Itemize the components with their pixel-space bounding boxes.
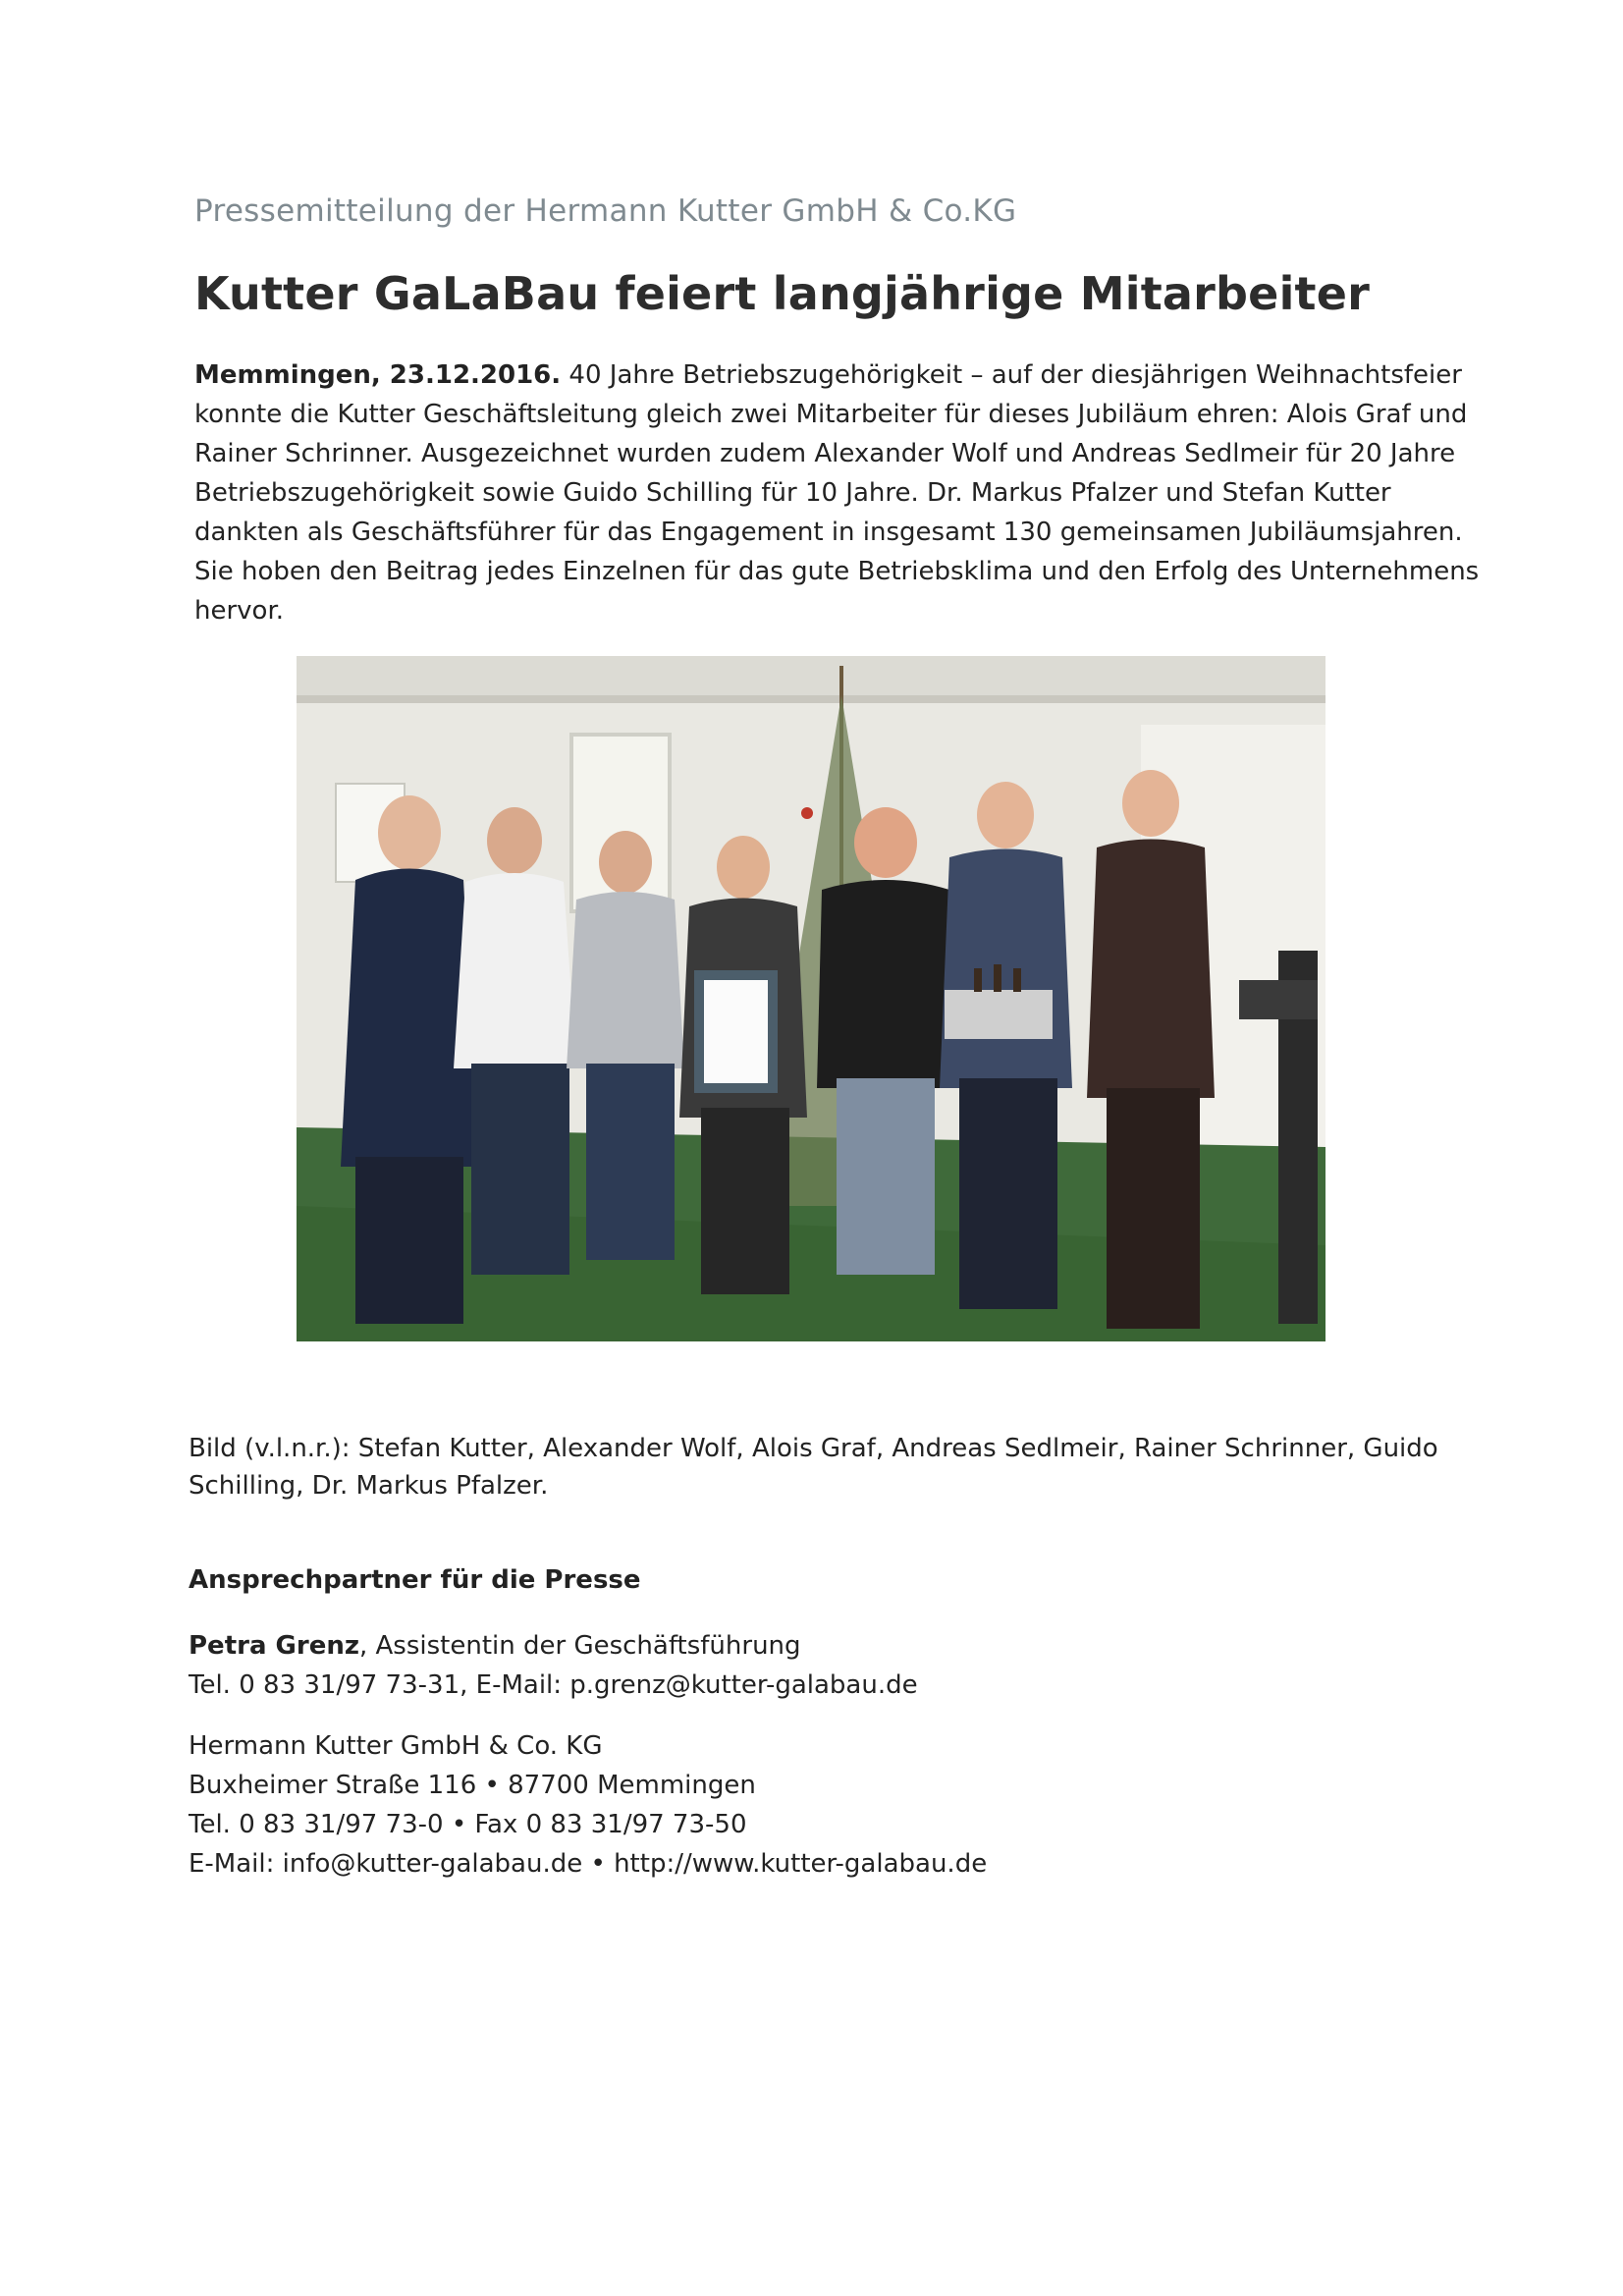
lead-line-3: Rainer Schrinner. Ausgezeichnet wurden zudem Alexander Wolf und Andreas Sedlmeir für 20 Jahre [194,439,1456,468]
photo-caption [189,1430,1465,1504]
lead-line-6: Sie hoben den Beitrag jedes Einzelnen für das gute Betriebsklima und den Erfolg des Unternehmens [194,557,1480,586]
press-contact [189,1626,918,1705]
photo-ceiling-edge [297,695,1325,703]
group-photo [297,656,1325,1341]
caption-line-2: Schilling, Dr. Markus Pfalzer. [189,1471,549,1501]
page-title: Kutter GaLaBau feiert langjährige Mitarbeiter [194,267,1371,320]
contact-name-line [189,1626,918,1666]
caption-line-1: Bild (v.l.n.r.): Stefan Kutter, Alexander Wolf, Alois Graf, Andreas Sedlmeir, Rainer Schrinner, Guido [189,1434,1438,1463]
contact-name: Petra Grenz [189,1631,359,1661]
lead-line-7: hervor. [194,596,285,626]
company-phone-fax: Tel. 0 83 31/97 73-0 • Fax 0 83 31/97 73-50 [189,1810,747,1839]
photo-ceiling [297,656,1325,695]
lead-line-1: Memmingen, 23.12.2016. 40 Jahre Betriebszugehörigkeit – auf der diesjährigen Weihnachtsfeier [194,360,1462,390]
contact-role: , Assistentin der Geschäftsführung [358,1631,801,1661]
lead-line-4: Betriebszugehörigkeit sowie Guido Schilling für 10 Jahre. Dr. Markus Pfalzer und Stefan Kutter [194,478,1391,508]
dateline: Memmingen, 23.12.2016. [194,360,562,390]
lead-paragraph [194,355,1480,630]
company-name: Hermann Kutter GmbH & Co. KG [189,1731,603,1761]
photo-speaker [1239,980,1318,1019]
contact-phone-email: Tel. 0 83 31/97 73-31, E-Mail: p.grenz@kutter-galabau.de [189,1670,918,1700]
company-address: Buxheimer Straße 116 • 87700 Memmingen [189,1771,756,1800]
lead-line-5: dankten als Geschäftsführer für das Engagement in insgesamt 130 gemeinsamen Jubiläumsjahren. [194,518,1463,547]
company-address-block [189,1726,987,1884]
press-release-kicker: Pressemitteilung der Hermann Kutter GmbH & Co.KG [194,193,1017,229]
press-contact-heading: Ansprechpartner für die Presse [189,1565,641,1595]
lead-line-2: konnte die Kutter Geschäftsleitung gleich zwei Mitarbeiter für dieses Jubiläum ehren: Alois Graf und [194,400,1468,429]
photo-person-6 [940,782,1072,1309]
company-web: E-Mail: info@kutter-galabau.de • http://www.kutter-galabau.de [189,1849,988,1879]
photo-ornament [801,807,813,819]
